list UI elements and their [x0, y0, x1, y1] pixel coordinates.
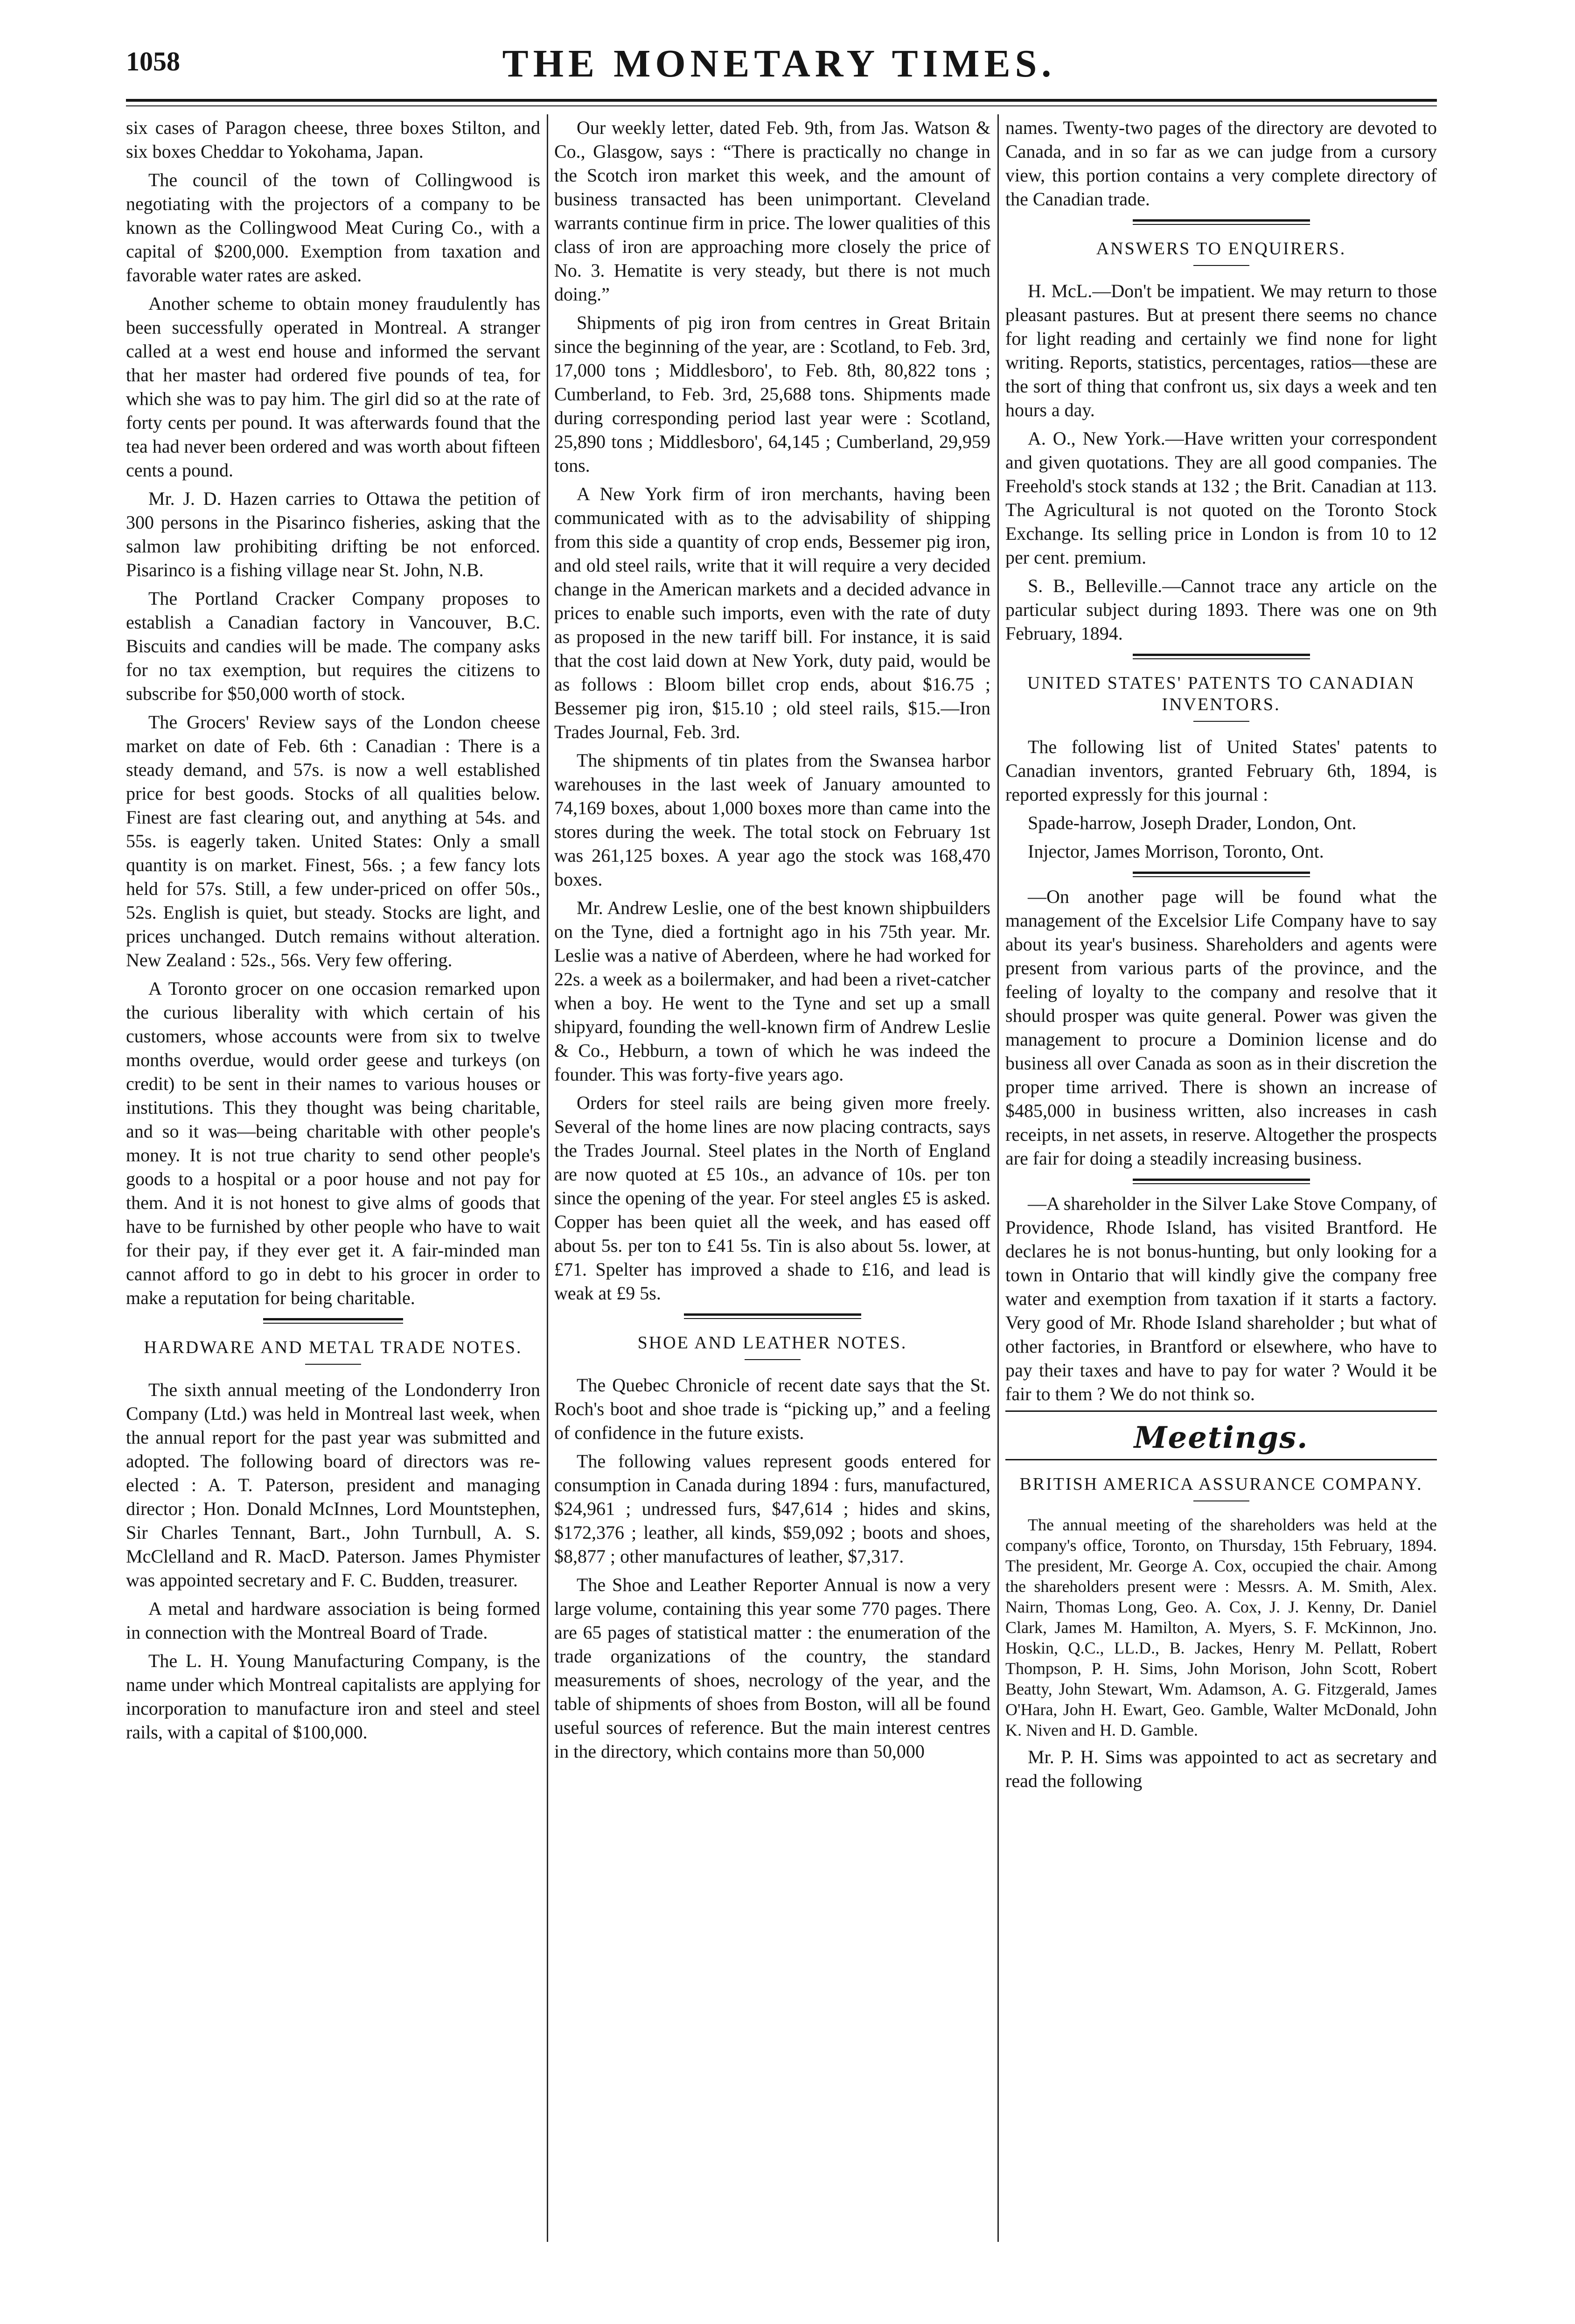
paragraph: names. Twenty-two pages of the directory are devoted to Canada, and in so far as we can judge from a cursory view, this portion contains a very complete directory of the Canadian trade. — [1005, 117, 1437, 209]
paragraph: Mr. Andrew Leslie, one of the best known shipbuilders on the Tyne, died a fortnight ago in his 75th year. Mr. Leslie was a native of Aberdeen, where he had worked for 22s. a week as a boilermaker, and had been a rivet-catcher when a boy. He went to the Tyne and set up a small shipyard, founding the well-known firm of Andrew Leslie & Co., Hebburn, a town of which he was indeed the founder. This was forty-five years ago. — [554, 897, 990, 1085]
paragraph: —On another page will be found what the management of the Excelsior Life Company have to say about its year's business. Shareholders and agents were present from various parts of the province, and the feeling of loyalty to the company and resolve that it should prosper was quite general. Power was given the management to procure a Dominion license and do business all over Canada as soon as in their discretion the proper time arrived. There is shown an increase of $485,000 in business written, also increases in cash receipts, in net assets, in reserve. Altogether the prospects are fair for doing a steadily increasing business. — [1005, 886, 1437, 1169]
heading-hardware-metal: HARDWARE AND METAL TRADE NOTES. — [144, 1338, 523, 1357]
paragraph: The following values represent goods entered for consumption in Canada during 1894 : furs, manufactured, $24,961 ; undressed furs, $47,614 ; hides and skins, $172,376 ; leather, all kinds, $59,092 ; boots and shoes, $8,877 ; other manufactures of leather, $7,317. — [554, 1451, 990, 1567]
paragraph: A New York firm of iron merchants, having been communicated with as to the advisability of shipping from this side a quantity of crop ends, Bessemer pig iron, and old steel rails, write that it will require a very decided change in the American markets and a decided advance in prices to enable such imports, even with the rate of duty as proposed in the new tariff bill. For instance, it is said that the cost laid down at New York, duty paid, would be as follows : Bloom billet crop ends, about $16.75 ; Bessemer pig iron, $15.10 ; old steel rails, $15.—Iron Trades Journal, Feb. 3rd. — [554, 483, 990, 742]
paragraph: A. O., New York.—Have written your correspondent and given quotations. They are all good companies. The Freehold's stock stands at 132 ; the Brit. Canadian at 113. The Agricultural is not quoted on the Toronto Stock Exchange. Its selling price in London is from 10 to 12 per cent. premium. — [1005, 428, 1437, 568]
paragraph: A Toronto grocer on one occasion remarked upon the curious liberality with which certain of his customers, whose accounts were from six to twelve months overdue, would order geese and turkeys (on credit) to be sent in their names to various houses or institutions. This they thought was being charitable, and so it was—being charitable with other people's money. It is not true charity to send other people's goods to a hospital or a poor house and not pay for them. And it is not honest to give alms of goods that have to be furnished by other people who have to wait for their pay, if they ever get it. A fair-minded man cannot afford to go in debt to his grocer in order to make a reputation for being charitable. — [126, 978, 540, 1308]
column-2 — [554, 116, 990, 1768]
heading-us-patents: UNITED STATES' PATENTS TO CANADIAN INVENTORS. — [1027, 673, 1415, 714]
paragraph: The following list of United States' patents to Canadian inventors, granted February 6th, 1894, is reported expressly for this journal : — [1005, 736, 1437, 805]
heading-shoe-leather: SHOE AND LEATHER NOTES. — [637, 1333, 907, 1353]
section-separator — [684, 1313, 861, 1319]
section-separator — [1133, 219, 1310, 225]
heading-british-america: BRITISH AMERICA ASSURANCE COMPANY. — [1019, 1474, 1423, 1494]
paragraph: The Portland Cracker Company proposes to establish a Canadian factory in Vancouver, B.C. Biscuits and candies will be made. The company asks for no tax exemption, but requires the citizens to subscribe for $50,000 worth of stock. — [126, 588, 540, 704]
header-rule-thin — [126, 105, 1437, 106]
meetings-heading: Meetings. — [1134, 1420, 1309, 1455]
paragraph: Mr. P. H. Sims was appointed to act as secretary and read the following — [1005, 1746, 1437, 1791]
paragraph: The sixth annual meeting of the Londonderry Iron Company (Ltd.) was held in Montreal last week, when the annual report for the past year was submitted and adopted. The following board of directors was re-elected : A. T. Paterson, president and managing director ; Hon. Donald McInnes, Lord Mountstephen, Sir Charles Tennant, Bart., John Turnbull, A. S. McClelland and R. MacD. Paterson. James Phymister was appointed secretary and F. C. Budden, treasurer. — [126, 1379, 540, 1591]
paragraph: The Shoe and Leather Reporter Annual is now a very large volume, containing this year some 770 pages. There are 65 pages of statistical matter : the enumeration of the trade organizations of the country, the standard measurements of shoes, necrology of the year, and the table of shipments of shoes from Boston, will all be found useful sources of reference. But the main interest centres in the directory, which contains more than 50,000 — [554, 1574, 990, 1762]
paragraph: Orders for steel rails are being given more freely. Several of the home lines are now placing contracts, says the Trades Journal. Steel plates in the North of England are now quoted at £5 10s., an advance of 10s. per ton since the opening of the year. For steel angles £5 is asked. Copper has been quiet all the week, and has eased off about 5s. per ton to £41 5s. Tin is also about 5s. lower, at £71. Spelter has improved a shade to £16, and lead is weak at £9 5s. — [554, 1092, 990, 1304]
paragraph: The L. H. Young Manufacturing Company, is the name under which Montreal capitalists are applying for incorporation to manufacture iron and steel and steel rails, with a capital of $100,000. — [126, 1650, 540, 1743]
paragraph: The shipments of tin plates from the Swansea harbor warehouses in the last week of January amounted to 74,169 boxes, about 1,000 boxes more than came into the stores during the week. The total stock on February 1st was 261,125 boxes. A year ago the stock was 168,470 boxes. — [554, 750, 990, 890]
section-separator — [1133, 1179, 1310, 1184]
page-number: 1058 — [126, 46, 180, 77]
paragraph: S. B., Belleville.—Cannot trace any article on the particular subject during 1893. There was one on 9th February, 1894. — [1005, 575, 1437, 644]
section-separator — [1133, 654, 1310, 659]
paper-title: THE MONETARY TIMES. — [502, 42, 1056, 85]
paragraph: —A shareholder in the Silver Lake Stove Company, of Providence, Rhode Island, has visited Brantford. He declares he is not bonus-hunting, but only looking for a town in Ontario that will kindly give the company free water and exemption from taxation if it starts a factory. Very good of Mr. Rhode Island shareholder ; but what of other factories, in Brantford or elsewhere, who have to pay their taxes and have to pay for water ? Would it be fair to them ? We do not think so. — [1005, 1193, 1437, 1404]
paragraph: The Grocers' Review says of the London cheese market on date of Feb. 6th : Canadian : There is a steady demand, and 57s. is now a well established price for best goods. Stocks of all qualities below. Finest are fast clearing out, and anything at 54s. and 55s. is eagerly taken. United States: Only a small quantity is on market. Finest, 56s. ; a few fancy lots held for 57s. Still, a few under-priced on offer 50s., 52s. English is quiet, but steady. Stocks are light, and prices unchanged. Dutch remains without alteration. New Zealand : 52s., 56s. Very few offering. — [126, 712, 540, 970]
column-divider-1 — [547, 114, 548, 2242]
paragraph: Shipments of pig iron from centres in Great Britain since the beginning of the year, are : Scotland, to Feb. 3rd, 17,000 tons ; Middlesboro', to Feb. 8th, 80,822 tons ; Cumberland, to Feb. 3rd, 25,688 tons. Shipments made during corresponding period last year were : Scotland, 25,890 tons ; Middlesboro', 64,145 ; Cumberland, 29,959 tons. — [554, 312, 990, 476]
paragraph: The annual meeting of the shareholders was held at the company's office, Toronto, on Thursday, 15th February, 1894. The president, Mr. George A. Cox, occupied the chair. Among the shareholders present were : Messrs. A. M. Smith, Alex. Nairn, Thomas Long, Geo. A. Cox, J. J. Kenny, Dr. Daniel Clark, James M. Hamilton, A. Myers, S. F. McKinnon, Jno. Hoskin, Q.C., LL.D., B. Jackes, Henry M. Pellatt, Robert Thompson, P. H. Sims, John Morison, John Scott, Robert Beatty, John Stewart, Wm. Adamson, A. G. Fitzgerald, James O'Hara, John H. Ewart, Geo. Gamble, Walter McDonald, John K. Niven and H. D. Gamble. — [1005, 1515, 1437, 1739]
paragraph: The Quebec Chronicle of recent date says that the St. Roch's boot and shoe trade is “picking up,” and a feeling of confidence in the future exists. — [554, 1375, 990, 1443]
header-rule-thick — [126, 99, 1437, 102]
column-1 — [126, 116, 540, 1749]
patent-item: Spade-harrow, Joseph Drader, London, Ont. — [1028, 812, 1357, 833]
paragraph: The council of the town of Collingwood is negotiating with the projectors of a company to be known as the Collingwood Meat Curing Co., with a capital of $200,000. Exemption from taxation and favorable water rates are asked. — [126, 169, 540, 286]
short-rule — [745, 1359, 801, 1360]
column-divider-2 — [997, 114, 999, 2242]
short-rule — [1193, 1500, 1249, 1501]
paragraph: H. McL.—Don't be impatient. We may return to those pleasant pastures. But at present there seems no chance for light reading and certainly we find none for light writing. Reports, statistics, percentages, ratios—these are the sort of thing that confront us, six days a week and ten hours a day. — [1005, 280, 1437, 420]
patent-item: Injector, James Morrison, Toronto, Ont. — [1028, 841, 1324, 862]
short-rule — [1193, 265, 1249, 266]
heading-answers-enquirers: ANSWERS TO ENQUIRERS. — [1096, 239, 1346, 258]
column-3 — [1005, 116, 1437, 1797]
paragraph: six cases of Paragon cheese, three boxes Stilton, and six boxes Cheddar to Yokohama, Japan. — [126, 117, 540, 162]
section-separator — [1133, 872, 1310, 877]
meetings-rule-bottom — [1005, 1459, 1437, 1460]
paragraph: A metal and hardware association is being formed in connection with the Montreal Board of Trade. — [126, 1598, 540, 1643]
meetings-rule-top — [1005, 1410, 1437, 1412]
masthead — [126, 41, 1432, 92]
paragraph: Mr. J. D. Hazen carries to Ottawa the petition of 300 persons in the Pisarinco fisheries, asking that the salmon law prohibiting drifting be not enforced. Pisarinco is a fishing village near St. John, N.B. — [126, 488, 540, 580]
paragraph: Another scheme to obtain money fraudulently has been successfully operated in Montreal. A stranger called at a west end house and informed the servant that her master had ordered five pounds of tea, for which she was to pay him. The girl did so at the rate of forty cents per pound. It was afterwards found that the tea had never been ordered and was worth about fifteen cents a pound. — [126, 293, 540, 481]
paragraph: Our weekly letter, dated Feb. 9th, from Jas. Watson & Co., Glasgow, says : “There is practically no change in the Scotch iron market this week, and the amount of business transacted has been unimportant. Cleveland warrants continue firm in price. The lower qualities of this class of iron are approaching more closely the price of No. 3. Hematite is very steady, but there is not much doing.” — [554, 117, 990, 305]
section-separator — [263, 1318, 403, 1324]
short-rule — [305, 1364, 361, 1365]
short-rule — [1193, 721, 1249, 722]
